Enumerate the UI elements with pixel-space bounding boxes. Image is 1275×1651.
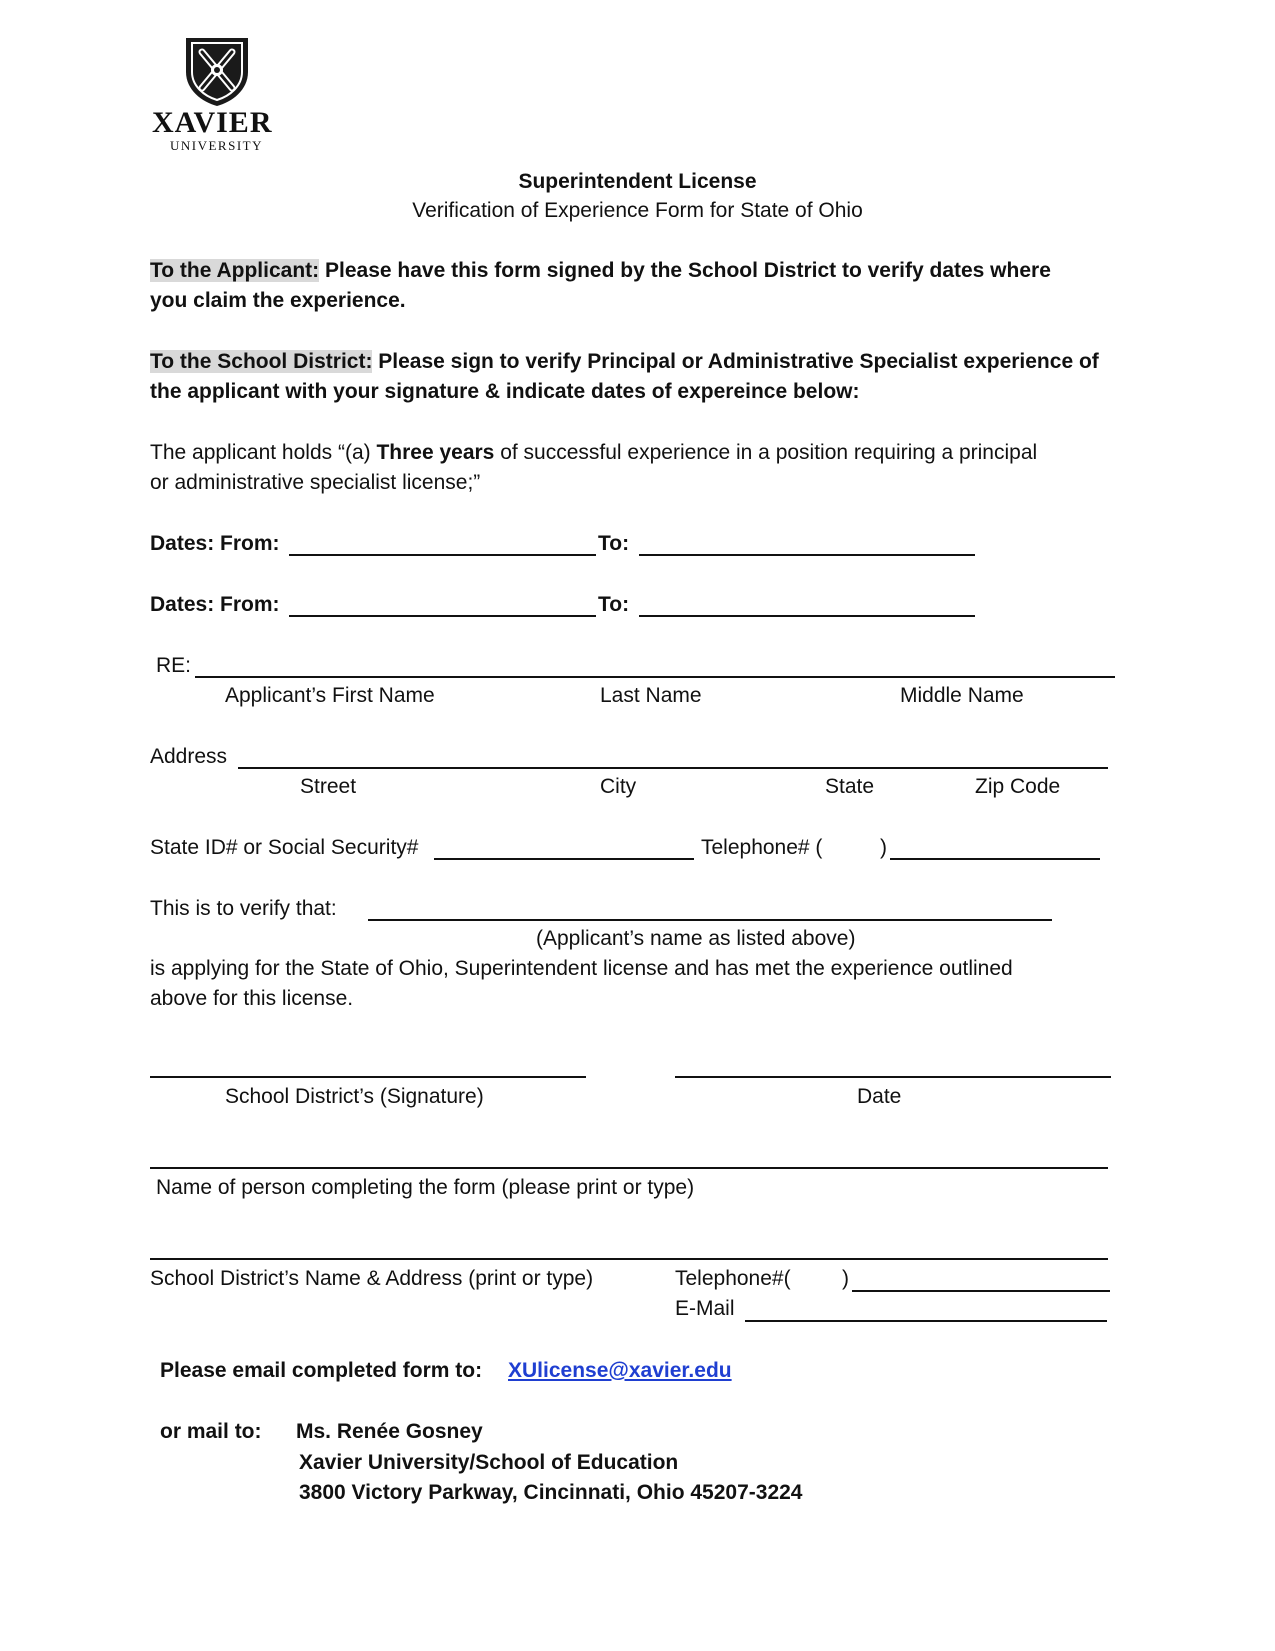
applicant-note-text: Please have this form signed by the School District to verify dates where [319, 259, 1051, 282]
verify-label: This is to verify that: [150, 897, 337, 920]
email-link[interactable]: XUlicense@xavier.edu [508, 1359, 732, 1382]
address-label: Address [150, 745, 228, 768]
signature-field[interactable] [150, 1076, 586, 1078]
district-phone-close: ) [842, 1267, 849, 1290]
contact-name: Ms. Renée Gosney [296, 1420, 483, 1443]
zip-caption: Zip Code [975, 775, 1061, 798]
district-email-field[interactable] [745, 1320, 1107, 1322]
district-name-field[interactable] [150, 1258, 1108, 1260]
dates-to-label: To: [598, 532, 630, 555]
first-name-caption: Applicant’s First Name [225, 684, 435, 707]
district-note-line2: the applicant with your signature & indicate dates of expereince below: [150, 380, 860, 403]
verify-line1: is applying for the State of Ohio, Superintendent license and has met the experience outlined [150, 957, 1013, 980]
city-caption: City [600, 775, 637, 798]
dates-to-field[interactable] [639, 615, 975, 617]
ssn-label: State ID# or Social Security# [150, 836, 419, 859]
district-email-label: E-Mail [675, 1297, 735, 1320]
applicant-note-line2: you claim the experience. [150, 289, 406, 312]
dates-from-field[interactable] [289, 554, 596, 556]
xavier-logo [150, 34, 285, 154]
dates-to-field[interactable] [639, 554, 975, 556]
dates-from-label: Dates: From: [150, 532, 280, 555]
address-field[interactable] [238, 767, 1108, 769]
person-caption: Name of person completing the form (please print or type) [156, 1176, 695, 1199]
applicant-note-label: To the Applicant: [150, 259, 320, 282]
district-phone-label: Telephone#( [675, 1267, 791, 1290]
verify-line2: above for this license. [150, 987, 354, 1010]
form-title: Superintendent License [518, 170, 757, 193]
email-prompt: Please email completed form to: [160, 1359, 483, 1382]
district-note-label: To the School District: [150, 350, 373, 373]
re-label: RE: [156, 654, 192, 677]
mail-prompt: or mail to: [160, 1420, 262, 1443]
verify-name-field[interactable] [368, 919, 1052, 921]
date-caption: Date [857, 1085, 902, 1108]
phone-close: ) [880, 836, 887, 859]
dates-from-field[interactable] [289, 615, 596, 617]
requirement-post: of successful experience in a position requiring a principal [494, 441, 1038, 464]
contact-org: Xavier University/School of Education [299, 1451, 679, 1474]
district-note-text: Please sign to verify Principal or Administrative Specialist experience of [372, 350, 1099, 373]
requirement-bold: Three years [376, 441, 495, 464]
signature-date-field[interactable] [675, 1076, 1111, 1078]
middle-name-caption: Middle Name [900, 684, 1024, 707]
district-caption: School District’s Name & Address (print or type) [150, 1267, 594, 1290]
state-caption: State [825, 775, 875, 798]
dates-from-label: Dates: From: [150, 593, 280, 616]
xavier-shield-icon [180, 34, 254, 108]
signature-caption: School District’s (Signature) [225, 1085, 484, 1108]
contact-address: 3800 Victory Parkway, Cincinnati, Ohio 45207-3224 [299, 1481, 803, 1504]
dates-to-label: To: [598, 593, 630, 616]
last-name-caption: Last Name [600, 684, 702, 707]
applicant-note [150, 259, 1051, 283]
logo-wordmark: XAVIER [152, 106, 273, 139]
requirement-text [150, 441, 1037, 465]
requirement-pre: The applicant holds “(a) [150, 441, 377, 464]
logo-university: UNIVERSITY [170, 138, 263, 153]
form-subtitle: Verification of Experience Form for State of Ohio [412, 199, 863, 222]
verify-caption: (Applicant’s name as listed above) [536, 927, 856, 950]
person-name-field[interactable] [150, 1167, 1108, 1169]
district-phone-field[interactable] [852, 1290, 1110, 1292]
phone-field[interactable] [890, 858, 1100, 860]
applicant-name-field[interactable] [195, 676, 1115, 678]
requirement-line2: or administrative specialist license;” [150, 471, 481, 494]
ssn-field[interactable] [434, 858, 694, 860]
phone-label: Telephone# ( [701, 836, 823, 859]
street-caption: Street [300, 775, 357, 798]
district-note [150, 350, 1099, 374]
